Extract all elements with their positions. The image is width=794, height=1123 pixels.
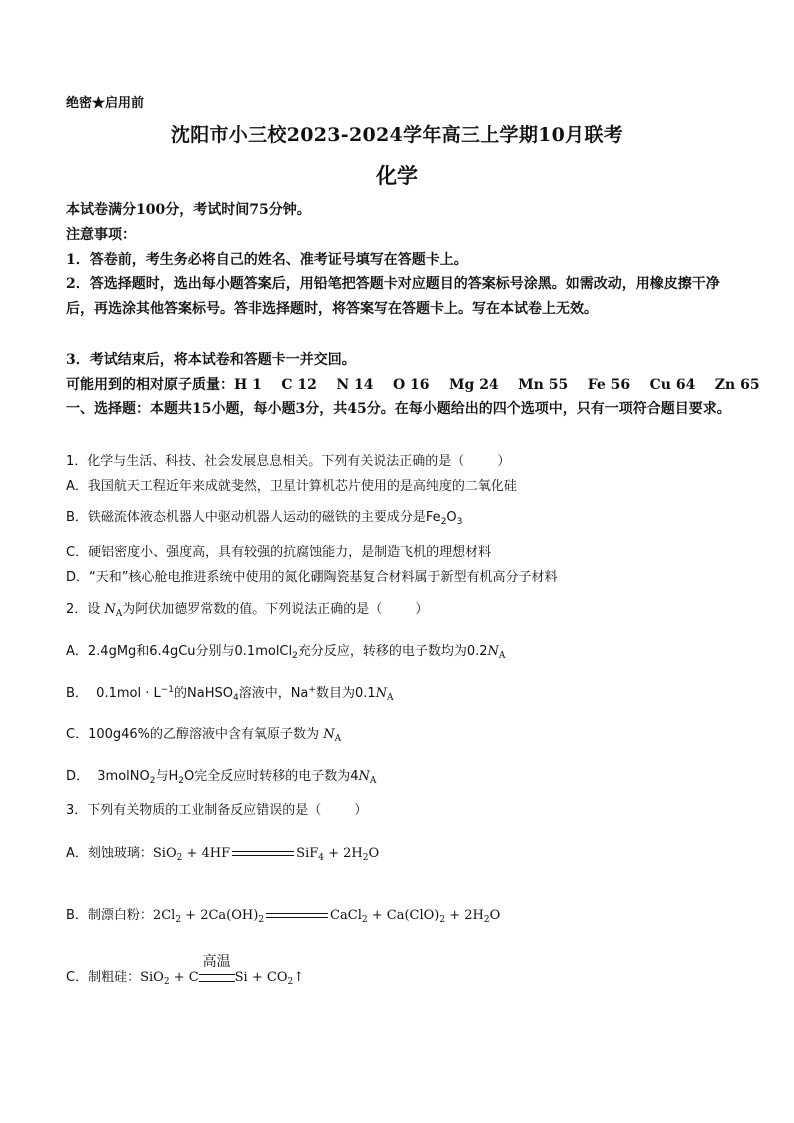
question-3-option-a: A．刻蚀玻璃：SiO$_2$ + 4HF $SiF_4 + 2H_2O$ xyxy=(66,846,380,863)
question-1-option-b: B．铁磁流体液态机器人中驱动机器人运动的磁铁的主要成分是$Fe_2O_3$ xyxy=(66,510,463,527)
question-3-stem: 3．下列有关物质的工业制备反应错误的是（ ） xyxy=(66,803,368,818)
equation-b: $2Cl_2 + 2Ca(OH)_2$ CaCl$_2$ + $Ca(ClO)_2 + 2H_2O$ xyxy=(152,908,501,925)
equals-sign xyxy=(232,849,294,859)
question-2-option-a: A．2.4gMg和6.4gCu分别与0.1molCl$_2$充分反应，转移的电子数均为$0.2N_A$ xyxy=(66,644,506,661)
question-3-option-c: C．制粗硅：SiO$_2$ + C 高温 $Si + CO_2↑$ xyxy=(66,954,305,987)
question-2-option-d: D． 3molNO$_2$与$H_2O$完全反应时转移的电子数为$4N_A$ xyxy=(66,769,377,786)
question-2-option-c: C．100g46%的乙醇溶液中含有氧原子数为 $N_A$ xyxy=(66,727,342,744)
question-2-stem: 2．设 $N_A$为阿伏加德罗常数的值。下列说法正确的是（ ） xyxy=(66,602,429,619)
exam-title: 沈阳市小三校2023-2024学年高三上学期10月联考 xyxy=(170,124,624,146)
atomic-mass-line: 可能用到的相对原子质量：H 1 C 12 N 14 O 16 Mg 24 Mn 55 Fe 56 Cu 64 Zn 65 xyxy=(66,377,760,393)
equals-sign xyxy=(266,911,328,921)
equation-c: SiO$_2$ + C 高温 $Si + CO_2↑$ xyxy=(140,954,305,987)
notice-item-1: 1．答卷前，考生务必将自己的姓名、准考证号填写在答题卡上。 xyxy=(66,252,468,268)
question-2-option-b: B． $0.1mol \cdot L^{-1}$的NaHSO$_4$溶液中，Na+数目为$0.1N_A$ xyxy=(66,685,394,703)
reaction-condition: 高温 xyxy=(199,970,235,985)
notice-item-3: 3．考试结束后，将本试卷和答题卡一并交回。 xyxy=(66,352,356,368)
avogadro-symbol: $N_A$ xyxy=(104,602,123,619)
question-1-option-d: D．“天和”核心舱电推进系统中使用的氮化硼陶瓷基复合材料属于新型有机高分子材料 xyxy=(66,570,558,585)
question-1-option-c: C．硬铝密度小、强度高，具有较强的抗腐蚀能力，是制造飞机的理想材料 xyxy=(66,545,492,560)
subject-title: 化学 xyxy=(376,163,418,188)
score-time-note: 本试卷满分100分，考试时间75分钟。 xyxy=(66,202,311,218)
confidential-label: 绝密★启用前 xyxy=(66,96,145,111)
equation-a: SiO$_2$ + 4HF $SiF_4 + 2H_2O$ xyxy=(152,846,380,863)
question-1-stem: 1．化学与生活、科技、社会发展息息相关。下列有关说法正确的是（ ） xyxy=(66,454,511,469)
notice-item-2: 2．答选择题时，选出每小题答案后，用铅笔把答题卡对应题目的答案标号涂黑。如需改动，用橡皮擦干净后，再选涂其他答案标号。答非选择题时，将答案写在答题卡上。写在本试卷上无效。 xyxy=(66,276,720,317)
notice-heading: 注意事项： xyxy=(66,227,136,243)
question-1-option-a: A．我国航天工程近年来成就斐然，卫星计算机芯片使用的是高纯度的二氧化硅 xyxy=(66,479,517,494)
question-3-option-b: B．制漂白粉：$2Cl_2 + 2Ca(OH)_2$ CaCl$_2$ + $Ca(ClO)_2 + 2H_2O$ xyxy=(66,908,501,925)
section-1-heading: 一、选择题：本题共15小题，每小题3分，共45分。在每小题给出的四个选项中，只有一项符合题目要求。 xyxy=(66,401,731,417)
